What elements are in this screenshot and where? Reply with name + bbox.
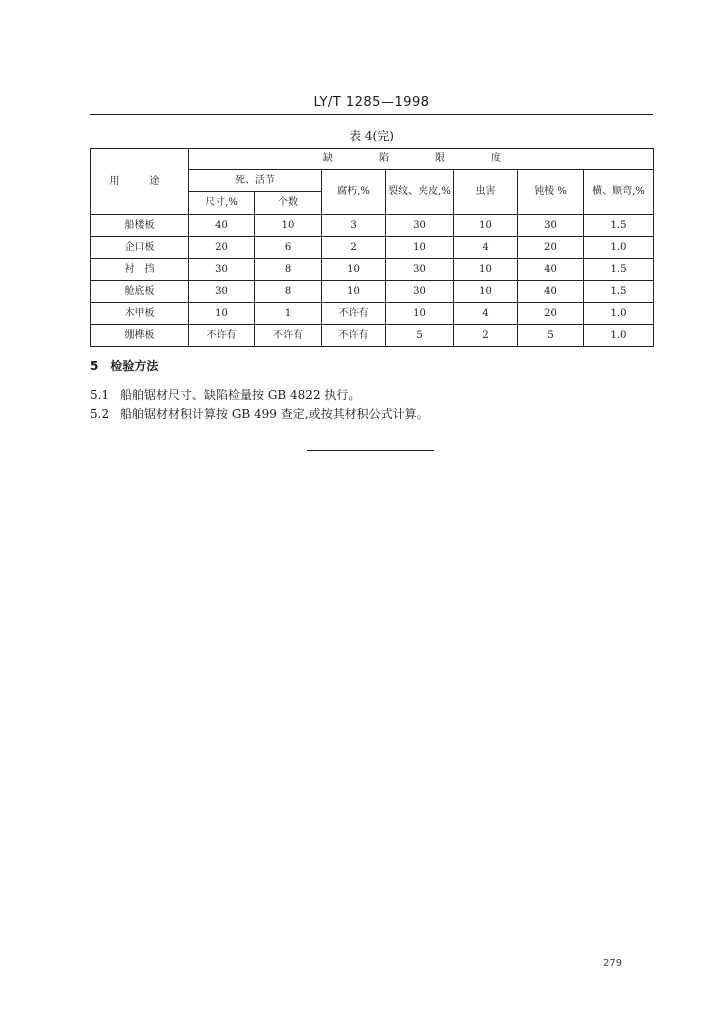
cell-size: 40 xyxy=(189,215,255,237)
cell-rot: 10 xyxy=(322,259,386,281)
cell-use: 绷榫板 xyxy=(91,325,189,347)
cell-use: 衬 挡 xyxy=(91,259,189,281)
cell-size: 30 xyxy=(189,259,255,281)
table-row xyxy=(91,259,654,281)
header-knot-count: 个数 xyxy=(255,192,322,215)
cell-rot: 3 xyxy=(322,215,386,237)
cell-count: 8 xyxy=(255,281,322,303)
table-row xyxy=(91,303,654,325)
cell-count: 1 xyxy=(255,303,322,325)
cell-bow: 1.0 xyxy=(584,303,654,325)
clause-number: 5.2 xyxy=(90,407,110,421)
cell-crack: 5 xyxy=(386,325,454,347)
defect-limit-table xyxy=(90,148,654,347)
header-use: 用 途 xyxy=(91,149,189,215)
cell-rot: 不许有 xyxy=(322,303,386,325)
cell-bow: 1.0 xyxy=(584,237,654,259)
cell-size: 20 xyxy=(189,237,255,259)
cell-bow: 1.5 xyxy=(584,281,654,303)
cell-blunt: 5 xyxy=(518,325,584,347)
cell-insect: 2 xyxy=(454,325,518,347)
cell-bow: 1.5 xyxy=(584,215,654,237)
cell-size: 10 xyxy=(189,303,255,325)
cell-crack: 30 xyxy=(386,281,454,303)
cell-insect: 10 xyxy=(454,215,518,237)
cell-crack: 30 xyxy=(386,215,454,237)
table-row xyxy=(91,325,654,347)
standard-number-header: LY/T 1285—1998 xyxy=(313,95,430,110)
header-blunt-edge: 钝棱 % xyxy=(518,170,584,215)
table-caption: 表 4(完) xyxy=(349,129,394,143)
cell-crack: 10 xyxy=(386,303,454,325)
clause-number: 5.1 xyxy=(90,388,110,402)
header-insect: 虫害 xyxy=(454,170,518,215)
header-rule xyxy=(90,114,653,115)
cell-insect: 10 xyxy=(454,259,518,281)
cell-insect: 10 xyxy=(454,281,518,303)
clause-5-1 xyxy=(90,386,360,403)
cell-use: 木甲板 xyxy=(91,303,189,325)
cell-crack: 10 xyxy=(386,237,454,259)
cell-insect: 4 xyxy=(454,303,518,325)
clause-text: 船舶锯材尺寸、缺陷检量按 GB 4822 执行。 xyxy=(120,388,361,402)
cell-use: 企口板 xyxy=(91,237,189,259)
cell-bow: 1.0 xyxy=(584,325,654,347)
cell-rot: 不许有 xyxy=(322,325,386,347)
header-rot: 腐朽,% xyxy=(322,170,386,215)
cell-count: 不许有 xyxy=(255,325,322,347)
table-row xyxy=(91,237,654,259)
table-row xyxy=(91,281,654,303)
header-defect-limit: 缺 陷 限 度 xyxy=(189,149,654,170)
cell-rot: 2 xyxy=(322,237,386,259)
header-knots: 死、活节 xyxy=(189,170,322,192)
cell-crack: 30 xyxy=(386,259,454,281)
clause-text: 船舶锯材材积计算按 GB 499 查定,或按其材积公式计算。 xyxy=(120,407,429,421)
header-bow: 横、顺弯,% xyxy=(584,170,654,215)
clause-5-2 xyxy=(90,405,429,422)
cell-use: 船楼板 xyxy=(91,215,189,237)
cell-blunt: 20 xyxy=(518,303,584,325)
cell-bow: 1.5 xyxy=(584,259,654,281)
cell-count: 6 xyxy=(255,237,322,259)
cell-blunt: 20 xyxy=(518,237,584,259)
cell-blunt: 40 xyxy=(518,281,584,303)
cell-count: 10 xyxy=(255,215,322,237)
cell-rot: 10 xyxy=(322,281,386,303)
header-knot-size: 尺寸,% xyxy=(189,192,255,215)
cell-insect: 4 xyxy=(454,237,518,259)
cell-count: 8 xyxy=(255,259,322,281)
table-row xyxy=(91,215,654,237)
header-crack: 裂纹、夹皮,% xyxy=(386,170,454,215)
cell-size: 30 xyxy=(189,281,255,303)
cell-blunt: 30 xyxy=(518,215,584,237)
cell-size: 不许有 xyxy=(189,325,255,347)
page-number: 279 xyxy=(603,958,623,969)
end-of-standard-rule xyxy=(307,450,434,451)
cell-blunt: 40 xyxy=(518,259,584,281)
cell-use: 舱底板 xyxy=(91,281,189,303)
section-title: 5 检验方法 xyxy=(90,359,159,373)
